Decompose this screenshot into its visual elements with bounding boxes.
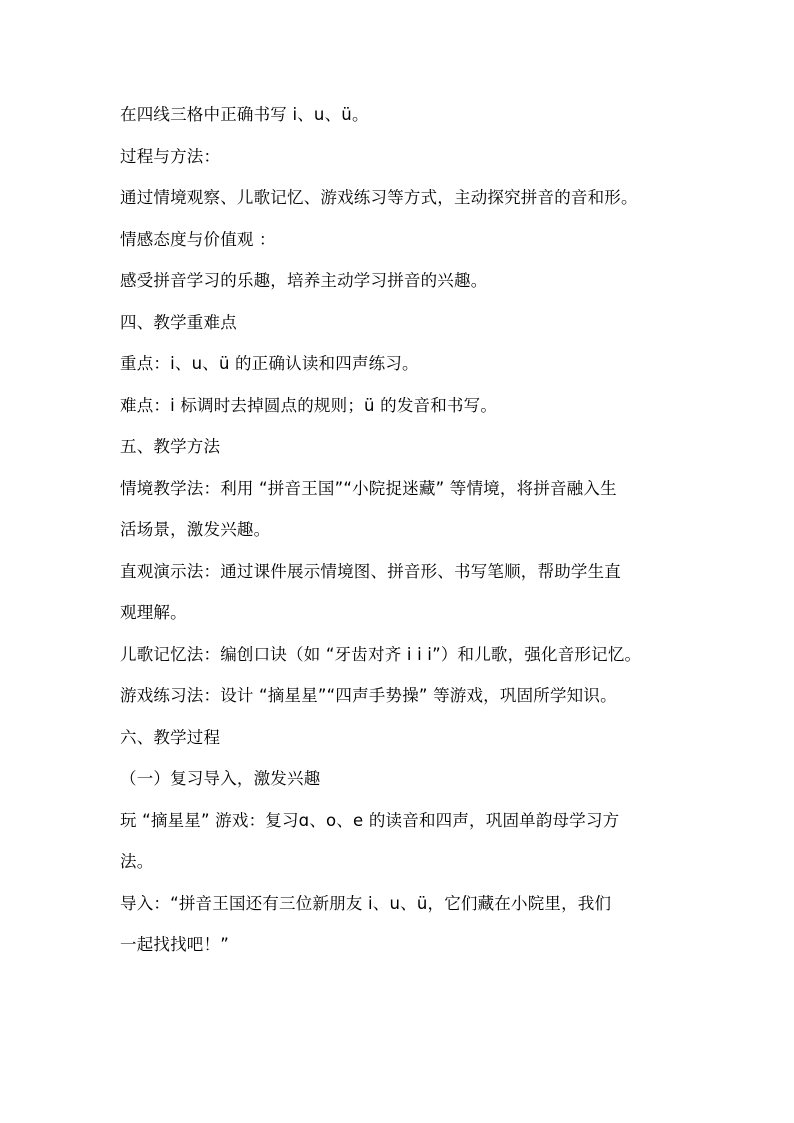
text-line: 观理解。 — [120, 603, 187, 622]
text-line: 感受拼音学习的乐趣，培养主动学习拼音的兴趣。 — [120, 271, 488, 290]
text-line: 导入：“拼音王国还有三位新朋友 i、u、ü，它们藏在小院里，我们 — [120, 894, 612, 913]
text-line: 重点：i、u、ü 的正确认读和四声练习。 — [120, 354, 419, 373]
section-heading: 六、教学过程 — [120, 728, 221, 747]
text-line: 儿歌记忆法：编创口诀（如 “牙齿对齐 i i i”）和儿歌，强化音形记忆。 — [120, 645, 642, 664]
text-line: 情境教学法：利用 “拼音王国”“小院捉迷藏” 等情境，将拼音融入生 — [120, 479, 617, 498]
text-line: 在四线三格中正确书写 i、u、ü。 — [120, 105, 369, 124]
text-line: 玩 “摘星星” 游戏：复习ɑ、o、e 的读音和四声，巩固单韵母学习方 — [120, 811, 620, 830]
text-line: 直观演示法：通过课件展示情境图、拼音形、书写笔顺，帮助学生直 — [120, 562, 621, 581]
text-line: 一起找找吧！” — [120, 935, 229, 954]
section-heading: 五、教学方法 — [120, 437, 221, 456]
text-line: 难点：i 标调时去掉圆点的规则；ü 的发音和书写。 — [120, 396, 498, 415]
section-heading: 四、教学重难点 — [120, 313, 237, 332]
subsection-heading: （一）复习导入，激发兴趣 — [120, 769, 321, 788]
text-line: 活场景，激发兴趣。 — [120, 520, 271, 539]
text-line: 游戏练习法：设计 “摘星星”“四声手势操” 等游戏，巩固所学知识。 — [120, 686, 617, 705]
text-line: 过程与方法： — [120, 147, 221, 166]
text-line: 法。 — [120, 852, 154, 871]
text-line: 情感态度与价值观 ： — [120, 230, 276, 249]
text-line: 通过情境观察、儿歌记忆、游戏练习等方式，主动探究拼音的音和形。 — [120, 188, 638, 207]
